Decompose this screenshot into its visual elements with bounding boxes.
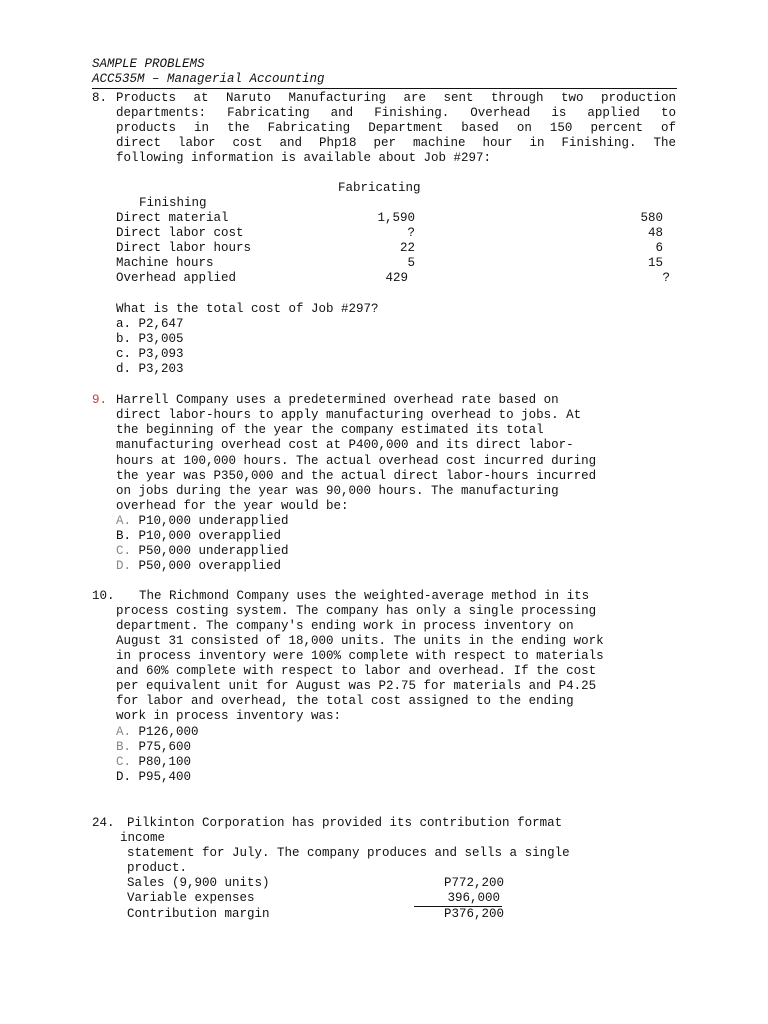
question-text-line: per equivalent unit for August was P2.75 for materials and P4.25 bbox=[116, 679, 597, 693]
table-cell-finishing: 15 bbox=[647, 256, 663, 270]
question-text-line: Products at Naruto Manufacturing are sent through two production bbox=[116, 91, 676, 105]
choice-a: A. P10,000 underapplied bbox=[116, 514, 289, 528]
statement-row-value: 396,000 bbox=[447, 891, 500, 905]
table-cell-finishing: 580 bbox=[640, 211, 663, 225]
question-text-line: on jobs during the year was 90,000 hours. The manufacturing bbox=[116, 484, 559, 498]
question-text-line: Harrell Company uses a predetermined overhead rate based on bbox=[116, 393, 559, 407]
question-text-line: process costing system. The company has only a single processing bbox=[116, 604, 597, 618]
table-cell-fabricating: 1,590 bbox=[377, 211, 415, 225]
question-text-line: products in the Fabricating Department based on 150 percent of bbox=[116, 121, 676, 135]
question-text-line: department. The company's ending work in process inventory on bbox=[116, 619, 574, 633]
table-row-label: Direct labor hours bbox=[116, 241, 252, 255]
question-text-line: departments: Fabricating and Finishing. Overhead is applied to bbox=[116, 106, 676, 120]
choice-c: c. P3,093 bbox=[116, 347, 184, 361]
statement-row-label: Contribution margin bbox=[127, 907, 270, 921]
statement-row-label: Variable expenses bbox=[127, 891, 255, 905]
table-row-label: Direct labor cost bbox=[116, 226, 244, 240]
table-cell-finishing: ? bbox=[662, 271, 670, 285]
question-text-line: direct labor-hours to apply manufacturing overhead to jobs. At bbox=[116, 408, 582, 422]
choice-a: a. P2,647 bbox=[116, 317, 184, 331]
question-text-line: The Richmond Company uses the weighted-average method in its bbox=[139, 589, 590, 603]
choice-b: B. P75,600 bbox=[116, 740, 192, 754]
choice-c: C. P50,000 underapplied bbox=[116, 544, 289, 558]
table-row-label: Overhead applied bbox=[116, 271, 237, 285]
choice-c: C. P80,100 bbox=[116, 755, 192, 769]
question-number: 8. bbox=[92, 91, 108, 105]
statement-row-value: P376,200 bbox=[443, 907, 504, 921]
question-text-line: the beginning of the year the company estimated its total bbox=[116, 423, 544, 437]
question-number: 9. bbox=[92, 393, 108, 407]
question-prompt: What is the total cost of Job #297? bbox=[116, 302, 379, 316]
question-text-line: August 31 consisted of 18,000 units. The units in the ending work bbox=[116, 634, 604, 648]
question-text-line: the year was P350,000 and the actual direct labor-hours incurred bbox=[116, 469, 597, 483]
table-cell-fabricating: 5 bbox=[407, 256, 415, 270]
question-text-line: and 60% complete with respect to labor and overhead. If the cost bbox=[116, 664, 597, 678]
choice-b: b. P3,005 bbox=[116, 332, 184, 346]
question-text-line: Pilkinton Corporation has provided its contribution format bbox=[127, 816, 563, 830]
question-number: 24. bbox=[92, 816, 115, 830]
question-text-line: work in process inventory was: bbox=[116, 709, 342, 723]
statement-row-label: Sales (9,900 units) bbox=[127, 876, 270, 890]
table-cell-finishing: 6 bbox=[655, 241, 663, 255]
question-text-line: following information is available about Job #297: bbox=[116, 151, 492, 165]
choice-a: A. P126,000 bbox=[116, 725, 199, 739]
question-text-line: hours at 100,000 hours. The actual overhead cost incurred during bbox=[116, 454, 597, 468]
statement-row-value: P772,200 bbox=[443, 876, 504, 890]
header-rule bbox=[92, 88, 677, 89]
question-number: 10. bbox=[92, 589, 115, 603]
choice-d: d. P3,203 bbox=[116, 362, 184, 376]
table-row-label: Direct material bbox=[116, 211, 229, 225]
choice-d: D. P95,400 bbox=[116, 770, 192, 784]
question-text-line: product. bbox=[127, 861, 188, 875]
question-text-line: income bbox=[120, 831, 166, 845]
column-header-fabricating: Fabricating bbox=[338, 181, 421, 195]
doc-header-course: ACC535M – Managerial Accounting bbox=[92, 72, 325, 86]
column-header-finishing: Finishing bbox=[139, 196, 207, 210]
table-cell-fabricating: ? bbox=[407, 226, 415, 240]
question-text-line: in process inventory were 100% complete with respect to materials bbox=[116, 649, 604, 663]
question-text-line: overhead for the year would be: bbox=[116, 499, 349, 513]
question-text-line: for labor and overhead, the total cost assigned to the ending bbox=[116, 694, 574, 708]
table-cell-finishing: 48 bbox=[647, 226, 663, 240]
choice-b: B. P10,000 overapplied bbox=[116, 529, 282, 543]
question-text-line: direct labor cost and Php18 per machine hour in Finishing. The bbox=[116, 136, 676, 150]
table-cell-fabricating: 429 bbox=[385, 271, 408, 285]
choice-d: D. P50,000 overapplied bbox=[116, 559, 282, 573]
question-text-line: manufacturing overhead cost at P400,000 and its direct labor- bbox=[116, 438, 574, 452]
table-cell-fabricating: 22 bbox=[399, 241, 415, 255]
table-row-label: Machine hours bbox=[116, 256, 214, 270]
question-text-line: statement for July. The company produces and sells a single bbox=[127, 846, 570, 860]
doc-header-title: SAMPLE PROBLEMS bbox=[92, 57, 205, 71]
